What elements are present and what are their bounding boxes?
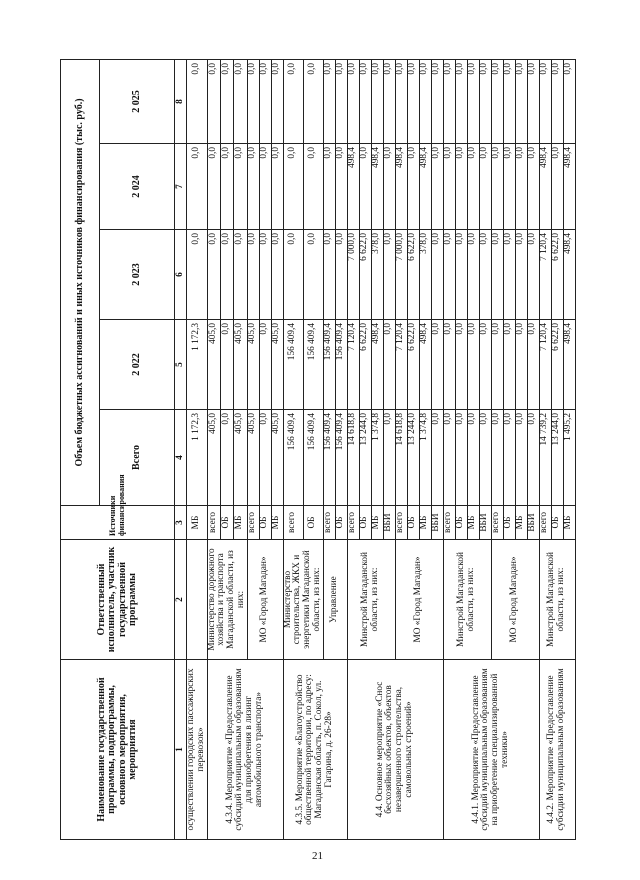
column-index: 1 (175, 660, 187, 840)
funding-value: 0,0 (515, 230, 527, 320)
funding-value: 0,0 (431, 59, 443, 143)
funding-value: 156 409,4 (283, 320, 303, 410)
table-row (539, 59, 551, 839)
funding-source: всего (323, 506, 335, 540)
funding-value: 156 409,4 (323, 410, 335, 506)
funding-source: ВБИ (383, 506, 395, 540)
funding-value: 0,0 (247, 230, 259, 320)
funding-value: 0,0 (220, 410, 233, 506)
funding-value: 6 622,0 (359, 320, 371, 410)
funding-value: 0,0 (234, 59, 247, 143)
funding-value: 0,0 (335, 144, 347, 230)
funding-value: 0,0 (527, 320, 539, 410)
funding-value: 498,4 (563, 230, 575, 320)
funding-value: 156 409,4 (335, 410, 347, 506)
funding-value: 0,0 (283, 230, 303, 320)
funding-value: 6 622,0 (407, 230, 419, 320)
funding-source: всего (539, 506, 551, 540)
funding-value: 14 618,8 (347, 410, 359, 506)
funding-value: 0,0 (323, 230, 335, 320)
funding-value: 0,0 (443, 144, 455, 230)
header-name: Наименование государственной программы, подпрограммы, основного мероприятия, мероприятия (61, 660, 175, 840)
funding-source: МБ (371, 506, 383, 540)
funding-source: ОБ (303, 506, 323, 540)
funding-value: 0,0 (467, 144, 479, 230)
funding-value: 1 495,2 (563, 410, 575, 506)
funding-source: ОБ (359, 506, 371, 540)
funding-value: 405,0 (247, 320, 259, 410)
funding-value: 14 739,2 (539, 410, 551, 506)
column-index: 6 (175, 230, 187, 320)
funding-value: 0,0 (551, 59, 563, 143)
funding-source: МБ (271, 506, 283, 540)
funding-value: 0,0 (515, 59, 527, 143)
funding-value: 0,0 (283, 59, 303, 143)
funding-value: 1 374,8 (419, 410, 431, 506)
funding-value: 6 622,0 (407, 320, 419, 410)
executor-name (187, 540, 208, 660)
header-year-2025: 2 025 (100, 59, 175, 143)
funding-value: 378,0 (419, 230, 431, 320)
funding-value: 6 622,0 (359, 230, 371, 320)
funding-value: 498,4 (563, 144, 575, 230)
funding-value: 0,0 (527, 144, 539, 230)
table-body (187, 59, 576, 839)
funding-value: 0,0 (271, 59, 283, 143)
funding-value: 0,0 (443, 230, 455, 320)
header-source: Источники финансирования (61, 506, 175, 540)
funding-value: 0,0 (234, 144, 247, 230)
funding-value: 0,0 (247, 144, 259, 230)
funding-value: 0,0 (271, 230, 283, 320)
funding-value: 0,0 (467, 320, 479, 410)
funding-value: 0,0 (503, 59, 515, 143)
funding-value: 0,0 (515, 320, 527, 410)
executor-name: Министерство строительства, ЖКХ и энергетики Магаданской области, из них: (283, 540, 323, 660)
funding-value: 7 120,4 (347, 320, 359, 410)
header-funding: Объем бюджетных ассигнований и иных источников финансирования (тыс. руб.) (61, 59, 100, 505)
funding-value: 0,0 (503, 410, 515, 506)
funding-value: 0,0 (479, 410, 491, 506)
funding-value: 0,0 (431, 144, 443, 230)
funding-value: 378,0 (371, 230, 383, 320)
table-row (283, 59, 303, 839)
funding-value: 0,0 (335, 230, 347, 320)
funding-source: МБ (467, 506, 479, 540)
funding-value: 0,0 (431, 410, 443, 506)
funding-source: ОБ (503, 506, 515, 540)
funding-value: 0,0 (187, 144, 208, 230)
executor-name: МО «Город Магадан» (395, 540, 443, 660)
funding-value: 1 374,8 (371, 410, 383, 506)
rotated-table-container (60, 60, 595, 840)
funding-value: 405,0 (271, 320, 283, 410)
executor-name: Управление (323, 540, 347, 660)
funding-value: 0,0 (259, 320, 271, 410)
funding-value: 0,0 (503, 320, 515, 410)
funding-value: 0,0 (455, 410, 467, 506)
funding-source: всего (247, 506, 259, 540)
column-index: 8 (175, 59, 187, 143)
funding-source: ОБ (335, 506, 347, 540)
funding-source: всего (443, 506, 455, 540)
funding-source: всего (395, 506, 407, 540)
funding-value: 0,0 (220, 230, 233, 320)
table-row (187, 59, 208, 839)
funding-source: МБ (563, 506, 575, 540)
funding-value: 405,0 (234, 410, 247, 506)
activity-name: 4.4. Основное мероприятие «Снос бесхозяйных объектов, объектов незавершенного строительства, самовольных строений» (347, 660, 443, 840)
funding-value: 498,4 (347, 144, 359, 230)
funding-value: 0,0 (323, 59, 335, 143)
funding-source: всего (347, 506, 359, 540)
funding-value: 0,0 (479, 230, 491, 320)
funding-source: ОБ (220, 506, 233, 540)
funding-value: 0,0 (259, 230, 271, 320)
funding-value: 0,0 (491, 144, 503, 230)
funding-value: 13 244,0 (407, 410, 419, 506)
funding-value: 7 120,4 (395, 320, 407, 410)
funding-value: 0,0 (479, 144, 491, 230)
funding-table (60, 59, 576, 840)
executor-name: Минстрой Магаданской области, из них: (443, 540, 491, 660)
funding-value: 6 622,0 (551, 320, 563, 410)
funding-value: 0,0 (271, 144, 283, 230)
funding-value: 498,4 (563, 320, 575, 410)
funding-value: 405,0 (207, 410, 220, 506)
funding-value: 0,0 (479, 320, 491, 410)
funding-value: 0,0 (491, 320, 503, 410)
funding-value: 405,0 (207, 320, 220, 410)
funding-value: 498,4 (419, 320, 431, 410)
funding-source: МБ (419, 506, 431, 540)
funding-value: 156 409,4 (303, 410, 323, 506)
header-year-2023: 2 023 (100, 230, 175, 320)
funding-value: 0,0 (527, 410, 539, 506)
executor-name: Минстрой Магаданской области, из них: (539, 540, 575, 660)
funding-value: 0,0 (563, 59, 575, 143)
funding-value: 0,0 (467, 230, 479, 320)
funding-value: 0,0 (455, 144, 467, 230)
funding-source: ОБ (407, 506, 419, 540)
funding-value: 498,4 (371, 320, 383, 410)
funding-value: 0,0 (395, 59, 407, 143)
funding-value: 0,0 (207, 59, 220, 143)
funding-value: 0,0 (503, 230, 515, 320)
executor-name: МО «Город Магадан» (491, 540, 539, 660)
funding-value: 1 172,3 (187, 410, 208, 506)
funding-source: ОБ (455, 506, 467, 540)
executor-name: МО «Город Магадан» (247, 540, 283, 660)
funding-value: 13 244,0 (359, 410, 371, 506)
funding-value: 498,4 (395, 144, 407, 230)
funding-value: 498,4 (371, 144, 383, 230)
funding-value: 405,0 (271, 410, 283, 506)
funding-value: 0,0 (407, 144, 419, 230)
column-index: 7 (175, 144, 187, 230)
funding-value: 0,0 (443, 410, 455, 506)
funding-source: ВБИ (479, 506, 491, 540)
funding-source: МБ (187, 506, 208, 540)
funding-value: 0,0 (303, 230, 323, 320)
funding-value: 0,0 (383, 144, 395, 230)
funding-value: 0,0 (359, 144, 371, 230)
funding-source: МБ (234, 506, 247, 540)
funding-value: 0,0 (207, 144, 220, 230)
funding-value: 0,0 (383, 410, 395, 506)
funding-value: 0,0 (220, 144, 233, 230)
funding-value: 6 622,0 (551, 230, 563, 320)
funding-value: 405,0 (247, 410, 259, 506)
activity-name: 4.4.1. Мероприятие «Предоставление субсидий муниципальным образованиям на приобретение специализированной техники» (443, 660, 539, 840)
funding-value: 498,4 (539, 144, 551, 230)
funding-value: 13 244,0 (551, 410, 563, 506)
funding-value: 0,0 (335, 59, 347, 143)
header-year-2024: 2 024 (100, 144, 175, 230)
activity-name: осуществлении городских пассажирских перевозок» (187, 660, 208, 840)
funding-value: 156 409,4 (303, 320, 323, 410)
table-row (443, 59, 455, 839)
page-number: 21 (312, 850, 323, 862)
funding-value: 0,0 (234, 230, 247, 320)
funding-value: 0,0 (467, 410, 479, 506)
funding-value: 0,0 (283, 144, 303, 230)
funding-value: 0,0 (443, 59, 455, 143)
funding-value: 156 409,4 (283, 410, 303, 506)
funding-value: 0,0 (551, 144, 563, 230)
funding-source: ВБИ (431, 506, 443, 540)
executor-name: Минстрой Магаданской области, из них: (347, 540, 395, 660)
funding-value: 405,0 (234, 320, 247, 410)
funding-value: 0,0 (220, 59, 233, 143)
funding-value: 0,0 (347, 59, 359, 143)
funding-value: 7 000,0 (395, 230, 407, 320)
funding-value: 1 172,3 (187, 320, 208, 410)
funding-value: 0,0 (303, 59, 323, 143)
header-year-total: Всего (100, 410, 175, 506)
funding-source: всего (283, 506, 303, 540)
column-index: 4 (175, 410, 187, 506)
funding-value: 7 000,0 (347, 230, 359, 320)
funding-value: 0,0 (539, 59, 551, 143)
table-row (347, 59, 359, 839)
funding-value: 0,0 (220, 320, 233, 410)
header-year-2022: 2 022 (100, 320, 175, 410)
funding-value: 0,0 (431, 320, 443, 410)
funding-source: МБ (515, 506, 527, 540)
funding-value: 0,0 (383, 320, 395, 410)
funding-value: 0,0 (407, 59, 419, 143)
table-row (207, 59, 220, 839)
funding-value: 0,0 (527, 230, 539, 320)
funding-value: 0,0 (503, 144, 515, 230)
activity-name: 4.3.5. Мероприятие «Благоустройство общественной территории, по адресу: Магаданская область, п. Сокол, ул. Гагарина, д. 26-28» (283, 660, 347, 840)
funding-value: 0,0 (419, 59, 431, 143)
funding-value: 7 120,4 (539, 320, 551, 410)
funding-value: 0,0 (515, 144, 527, 230)
activity-name: 4.4.2. Мероприятие «Предоставление субсидии муниципальным образованиям (539, 660, 575, 840)
executor-name: Министерство дорожного хозяйства и транспорта Магаданской области, из них: (207, 540, 247, 660)
funding-value: 0,0 (455, 230, 467, 320)
funding-value: 0,0 (491, 230, 503, 320)
funding-value: 0,0 (247, 59, 259, 143)
funding-value: 0,0 (323, 144, 335, 230)
funding-value: 0,0 (467, 59, 479, 143)
funding-value: 0,0 (515, 410, 527, 506)
funding-value: 0,0 (259, 59, 271, 143)
funding-value: 0,0 (259, 410, 271, 506)
funding-value: 0,0 (303, 144, 323, 230)
funding-value: 0,0 (455, 320, 467, 410)
funding-value: 0,0 (455, 59, 467, 143)
funding-value: 14 618,8 (395, 410, 407, 506)
funding-source: ОБ (551, 506, 563, 540)
funding-value: 0,0 (187, 230, 208, 320)
funding-value: 0,0 (259, 144, 271, 230)
funding-source: ОБ (259, 506, 271, 540)
funding-value: 0,0 (479, 59, 491, 143)
funding-source: всего (207, 506, 220, 540)
funding-value: 0,0 (491, 410, 503, 506)
column-index: 2 (175, 540, 187, 660)
column-index: 5 (175, 320, 187, 410)
funding-value: 156 409,4 (335, 320, 347, 410)
funding-value: 156 409,4 (323, 320, 335, 410)
funding-value: 0,0 (383, 59, 395, 143)
funding-value: 0,0 (431, 230, 443, 320)
funding-value: 7 120,4 (539, 230, 551, 320)
funding-value: 498,4 (419, 144, 431, 230)
activity-name: 4.3.4. Мероприятие «Предоставление субсидий муниципальным образованиям для приобретения в лизинг автомобильного транспорта» (207, 660, 283, 840)
column-index: 3 (175, 506, 187, 540)
funding-source: всего (491, 506, 503, 540)
funding-value: 0,0 (443, 320, 455, 410)
funding-value: 0,0 (371, 59, 383, 143)
funding-value: 0,0 (187, 59, 208, 143)
funding-value: 0,0 (359, 59, 371, 143)
funding-value: 0,0 (207, 230, 220, 320)
funding-value: 0,0 (383, 230, 395, 320)
funding-source: ВБИ (527, 506, 539, 540)
funding-value: 0,0 (527, 59, 539, 143)
header-executor: Ответственный исполнитель, участник государственной программы (61, 540, 175, 660)
funding-value: 0,0 (491, 59, 503, 143)
